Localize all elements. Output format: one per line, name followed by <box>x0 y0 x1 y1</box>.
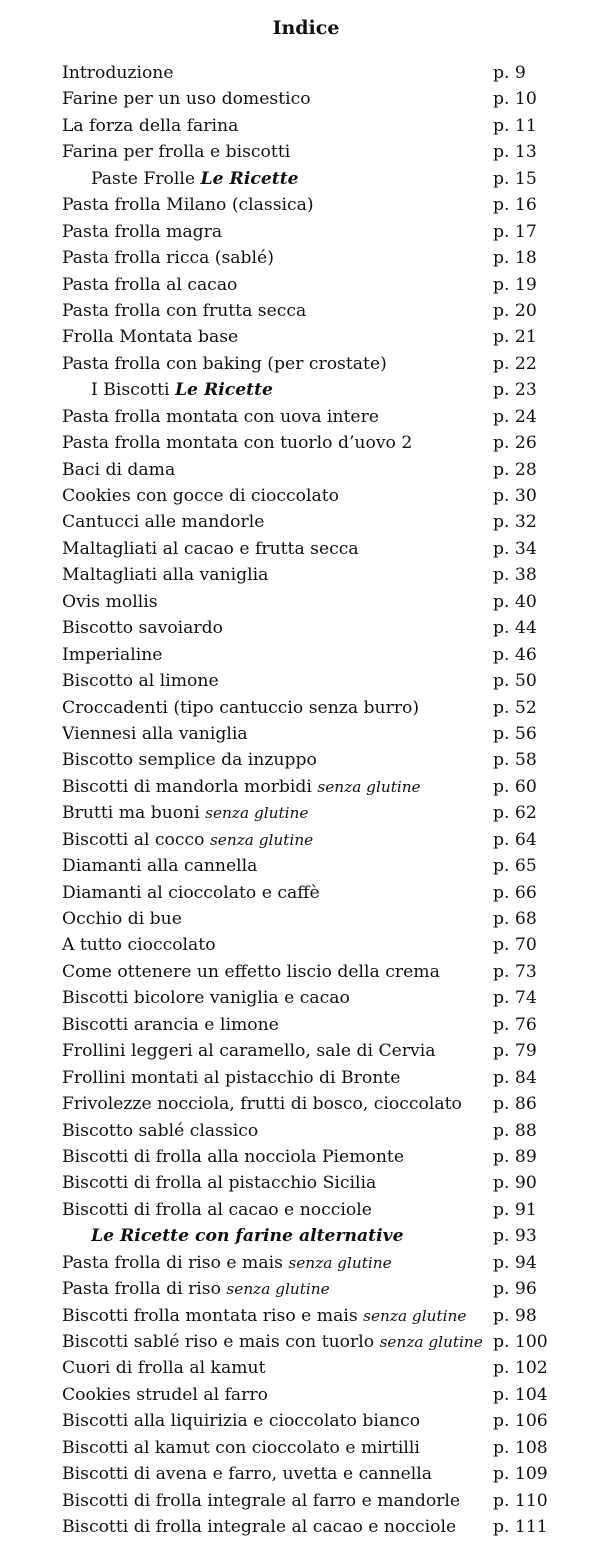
toc-entry <box>62 1329 562 1355</box>
entry-text: Biscotti di frolla alla nocciola Piemonte <box>62 1146 404 1167</box>
toc-entry-title <box>62 192 492 218</box>
toc-entry-title <box>62 1408 492 1434</box>
entry-text: Brutti ma buoni <box>62 803 206 824</box>
toc-entry <box>62 113 562 139</box>
toc-section-heading <box>62 166 562 192</box>
toc-entry-title <box>62 536 492 562</box>
toc-entry-title <box>62 1091 492 1117</box>
entry-text: Pasta frolla montata con uova intere <box>62 406 379 427</box>
toc-entry <box>62 827 562 853</box>
entry-text: Biscotto semplice da inzuppo <box>62 750 317 771</box>
entry-text: Pasta frolla di riso e mais <box>62 1252 289 1273</box>
toc-entry <box>62 880 562 906</box>
toc-entry <box>62 430 562 456</box>
section-emphasis: Le Ricette con farine alternative <box>91 1226 404 1247</box>
toc-entry <box>62 324 562 350</box>
table-of-contents <box>62 60 562 1541</box>
toc-entry-title <box>62 1303 492 1329</box>
gluten-free-note: senza glutine <box>288 1253 392 1272</box>
toc-entry-title <box>62 906 492 932</box>
gluten-free-note: senza glutine <box>209 830 314 849</box>
toc-entry-title <box>62 1461 492 1487</box>
gluten-free-note: senza glutine <box>363 1306 467 1325</box>
entry-text: Biscotto al limone <box>62 671 219 692</box>
entry-text: Viennesi alla vaniglia <box>62 723 248 744</box>
page-number: p. 108 <box>493 1437 548 1458</box>
page-number: p. 16 <box>493 195 537 216</box>
page-number: p. 93 <box>493 1226 537 1247</box>
toc-section-heading <box>62 1223 562 1249</box>
toc-entry-title <box>62 668 492 694</box>
entry-text: Maltagliati al cacao e frutta secca <box>62 538 359 559</box>
toc-entry <box>62 1435 562 1461</box>
toc-entry-title <box>62 615 492 641</box>
toc-entry-title <box>62 509 492 535</box>
entry-text: Pasta frolla ricca (sablé) <box>62 248 274 269</box>
toc-entry <box>62 589 562 615</box>
toc-entry-title <box>62 827 492 853</box>
entry-text: Occhio di bue <box>62 909 182 929</box>
page-number: p. 52 <box>493 697 537 718</box>
page-number: p. 15 <box>493 168 537 189</box>
toc-entry-title <box>62 430 492 456</box>
page-title: Indice <box>272 17 340 39</box>
entry-text: A tutto cioccolato <box>62 935 216 956</box>
entry-text: Biscotti bicolore vaniglia e cacao <box>62 988 350 1009</box>
page-number: p. 17 <box>493 221 537 242</box>
page-number: p. 76 <box>493 1014 537 1035</box>
toc-entry <box>62 1488 562 1514</box>
toc-entry <box>62 906 562 932</box>
toc-section-heading <box>62 377 562 403</box>
toc-entry <box>62 1012 562 1038</box>
page-number: p. 79 <box>493 1041 537 1062</box>
entry-text: Cookies strudel al farro <box>62 1384 268 1405</box>
toc-entry <box>62 1250 562 1276</box>
page-number: p. 110 <box>493 1490 548 1511</box>
toc-entry <box>62 932 562 958</box>
entry-text: Pasta frolla con frutta secca <box>62 300 307 321</box>
entry-text: Biscotti al kamut con cioccolato e mirtilli <box>62 1437 420 1458</box>
toc-entry <box>62 509 562 535</box>
entry-text: Biscotti frolla montata riso e mais <box>62 1305 364 1326</box>
entry-text: Pasta frolla di riso <box>62 1279 227 1300</box>
toc-entry-title <box>62 404 492 430</box>
page-number: p. 65 <box>493 856 537 877</box>
page-number: p. 111 <box>493 1517 548 1538</box>
toc-entry-title <box>62 1065 492 1091</box>
toc-entry <box>62 1038 562 1064</box>
entry-text: Biscotti di avena e farro, uvetta e cannella <box>62 1464 433 1485</box>
toc-entry-title <box>62 589 492 615</box>
toc-entry-title <box>91 166 493 192</box>
page-number: p. 102 <box>493 1358 548 1379</box>
entry-text: Pasta frolla con baking (per crostate) <box>62 353 387 374</box>
page-number: p. 98 <box>493 1305 537 1326</box>
toc-entry <box>62 1065 562 1091</box>
toc-entry-title <box>62 1355 492 1381</box>
toc-entry-title <box>62 721 492 747</box>
page-number: p. 84 <box>493 1067 537 1088</box>
page-number: p. 20 <box>493 300 537 321</box>
toc-entry <box>62 1091 562 1117</box>
page-number: p. 22 <box>493 353 537 374</box>
toc-entry <box>62 1118 562 1144</box>
entry-text: Biscotti al cocco <box>62 829 210 850</box>
toc-entry <box>62 985 562 1011</box>
entry-text: Biscotti di frolla integrale al farro e mandorle <box>62 1490 461 1511</box>
toc-entry <box>62 774 562 800</box>
entry-text: Cookies con gocce di cioccolato <box>62 486 339 506</box>
toc-entry <box>62 245 562 271</box>
entry-text: Biscotti di frolla al cacao e nocciole <box>62 1199 372 1220</box>
entry-text: Diamanti al cioccolato e caffè <box>62 882 320 903</box>
toc-entry-title <box>62 483 492 509</box>
toc-entry-title <box>62 985 492 1011</box>
toc-entry <box>62 642 562 668</box>
entry-text: Pasta frolla magra <box>62 221 223 242</box>
toc-entry-title <box>62 457 492 483</box>
toc-entry <box>62 1408 562 1434</box>
page-number: p. 68 <box>493 909 537 929</box>
toc-entry <box>62 483 562 509</box>
entry-text: Farine per un uso domestico <box>62 89 311 110</box>
toc-entry <box>62 1514 562 1540</box>
toc-entry <box>62 695 562 721</box>
page-number: p. 96 <box>493 1279 537 1300</box>
toc-entry <box>62 747 562 773</box>
toc-entry-title <box>62 880 492 906</box>
entry-text: Biscotti di frolla integrale al cacao e nocciole <box>62 1517 457 1538</box>
toc-entry-title <box>62 1144 492 1170</box>
entry-text: Biscotti di frolla al pistacchio Sicilia <box>62 1173 377 1194</box>
page-number: p. 32 <box>493 512 537 533</box>
entry-text: Pasta frolla al cacao <box>62 274 238 295</box>
toc-entry <box>62 1382 562 1408</box>
page-number: p. 62 <box>493 803 537 824</box>
page-number: p. 104 <box>493 1384 548 1405</box>
entry-text: Frollini leggeri al caramello, sale di Cervia <box>62 1041 436 1062</box>
toc-entry <box>62 60 562 86</box>
toc-entry-title <box>62 562 492 588</box>
gluten-free-note: senza glutine <box>226 1280 330 1299</box>
toc-entry <box>62 272 562 298</box>
toc-entry <box>62 1461 562 1487</box>
toc-entry <box>62 298 562 324</box>
toc-entry-title <box>62 932 492 958</box>
page-number: p. 18 <box>493 248 537 269</box>
toc-entry <box>62 404 562 430</box>
toc-entry <box>62 615 562 641</box>
toc-entry-title <box>62 1038 492 1064</box>
page-number: p. 91 <box>493 1199 537 1220</box>
toc-entry-title <box>62 1488 492 1514</box>
section-label: I Biscotti <box>91 380 175 401</box>
entry-text: Cantucci alle mandorle <box>62 512 265 533</box>
toc-entry <box>62 1197 562 1223</box>
toc-entry-title <box>62 853 492 879</box>
page-number: p. 100 <box>493 1332 548 1352</box>
toc-entry-title <box>91 1223 493 1249</box>
page-number: p. 64 <box>493 829 537 850</box>
toc-entry-title <box>62 695 492 721</box>
toc-entry <box>62 536 562 562</box>
gluten-free-note: senza glutine <box>205 804 309 823</box>
page-number: p. 60 <box>493 776 537 797</box>
toc-entry-title <box>62 324 492 350</box>
toc-entry-title <box>62 1329 492 1355</box>
toc-entry-title <box>62 351 492 377</box>
page-number: p. 50 <box>493 671 537 692</box>
page-number: p. 46 <box>493 644 537 665</box>
entry-text: Introduzione <box>62 63 174 83</box>
page-number: p. 30 <box>493 486 537 506</box>
toc-entry-title <box>62 139 492 165</box>
toc-entry <box>62 1355 562 1381</box>
entry-text: Ovis mollis <box>62 591 158 612</box>
toc-entry <box>62 959 562 985</box>
entry-text: Croccadenti (tipo cantuccio senza burro) <box>62 697 420 718</box>
page-number: p. 26 <box>493 433 537 454</box>
page-number: p. 28 <box>493 459 537 480</box>
page-number: p. 109 <box>493 1464 548 1485</box>
toc-entry-title <box>62 272 492 298</box>
page-number: p. 90 <box>493 1173 537 1194</box>
toc-entry <box>62 562 562 588</box>
page-number: p. 66 <box>493 882 537 903</box>
entry-text: Cuori di frolla al kamut <box>62 1358 266 1379</box>
entry-text: Biscotti arancia e limone <box>62 1014 279 1035</box>
entry-text: Farina per frolla e biscotti <box>62 142 291 163</box>
toc-entry-title <box>91 377 493 403</box>
page-number: p. 56 <box>493 723 537 744</box>
page-number: p. 34 <box>493 538 537 559</box>
toc-entry-title <box>62 1382 492 1408</box>
toc-entry <box>62 1276 562 1302</box>
toc-entry <box>62 721 562 747</box>
entry-text: Biscotto savoiardo <box>62 618 223 639</box>
gluten-free-note: senza glutine <box>317 777 421 796</box>
page-number: p. 70 <box>493 935 537 956</box>
toc-entry-title <box>62 642 492 668</box>
page-number: p. 86 <box>493 1094 537 1115</box>
page-number: p. 23 <box>493 380 537 401</box>
entry-text: Come ottenere un effetto liscio della crema <box>62 961 440 982</box>
entry-text: Pasta frolla Milano (classica) <box>62 195 314 216</box>
toc-entry-title <box>62 245 492 271</box>
section-emphasis: Le Ricette <box>200 168 299 189</box>
toc-entry-title <box>62 959 492 985</box>
toc-entry <box>62 1144 562 1170</box>
toc-entry <box>62 457 562 483</box>
toc-entry <box>62 139 562 165</box>
toc-entry-title <box>62 1276 492 1302</box>
toc-entry-title <box>62 113 492 139</box>
page-number: p. 89 <box>493 1146 537 1167</box>
page-number: p. 9 <box>493 63 526 83</box>
toc-entry-title <box>62 219 492 245</box>
page-number: p. 19 <box>493 274 537 295</box>
page-number: p. 38 <box>493 565 537 586</box>
page-number: p. 73 <box>493 961 537 982</box>
page-number: p. 40 <box>493 591 537 612</box>
toc-entry <box>62 192 562 218</box>
toc-entry-title <box>62 1118 492 1144</box>
entry-text: La forza della farina <box>62 115 239 136</box>
page-number: p. 74 <box>493 988 537 1009</box>
page-number: p. 10 <box>493 89 537 110</box>
toc-entry-title <box>62 86 492 112</box>
entry-text: Frolla Montata base <box>62 327 239 348</box>
page-number: p. 11 <box>493 115 537 136</box>
toc-entry-title <box>62 1012 492 1038</box>
page-number: p. 58 <box>493 750 537 771</box>
entry-text: Biscotti di mandorla morbidi <box>62 776 318 797</box>
toc-entry-title <box>62 774 492 800</box>
entry-text: Biscotti alla liquirizia e cioccolato bianco <box>62 1411 421 1432</box>
toc-entry <box>62 351 562 377</box>
toc-entry-title <box>62 1197 492 1223</box>
page-number: p. 21 <box>493 327 537 348</box>
toc-entry <box>62 1303 562 1329</box>
page-number: p. 13 <box>493 142 537 163</box>
page-number: p. 106 <box>493 1411 548 1432</box>
entry-text: Diamanti alla cannella <box>62 856 258 877</box>
toc-entry-title <box>62 1514 492 1540</box>
toc-entry-title <box>62 1250 492 1276</box>
toc-entry <box>62 800 562 826</box>
entry-text: Frollini montati al pistacchio di Bronte <box>62 1067 401 1088</box>
gluten-free-note: senza glutine <box>379 1333 483 1351</box>
entry-text: Maltagliati alla vaniglia <box>62 565 269 586</box>
section-emphasis: Le Ricette <box>174 380 273 401</box>
toc-entry-title <box>62 298 492 324</box>
section-label: Paste Frolle <box>91 168 201 189</box>
toc-entry <box>62 86 562 112</box>
toc-entry-title <box>62 800 492 826</box>
toc-entry <box>62 668 562 694</box>
toc-entry-title <box>62 1435 492 1461</box>
page-number: p. 44 <box>493 618 537 639</box>
entry-text: Biscotti sablé riso e mais con tuorlo <box>62 1332 380 1352</box>
toc-entry <box>62 1170 562 1196</box>
entry-text: Frivolezze nocciola, frutti di bosco, cioccolato <box>62 1094 462 1115</box>
toc-entry <box>62 219 562 245</box>
toc-entry-title <box>62 747 492 773</box>
entry-text: Pasta frolla montata con tuorlo d’uovo 2 <box>62 433 413 454</box>
toc-entry <box>62 853 562 879</box>
toc-entry-title <box>62 60 492 86</box>
page-number: p. 94 <box>493 1252 537 1273</box>
toc-entry-title <box>62 1170 492 1196</box>
entry-text: Imperialine <box>62 644 163 665</box>
page-number: p. 88 <box>493 1120 537 1141</box>
page-number: p. 24 <box>493 406 537 427</box>
entry-text: Biscotto sablé classico <box>62 1120 259 1141</box>
entry-text: Baci di dama <box>62 459 176 480</box>
